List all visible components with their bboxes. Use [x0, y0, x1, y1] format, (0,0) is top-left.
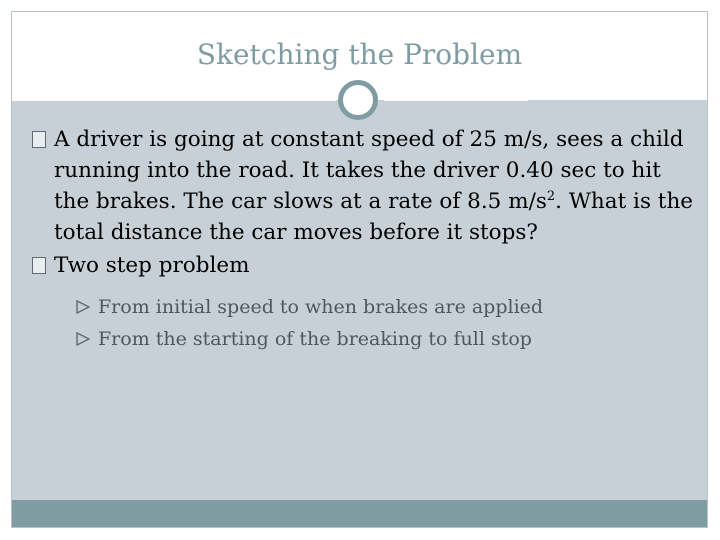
- sub-bullet-text: From initial speed to when brakes are applied: [98, 296, 544, 318]
- sub-bullet-item: [54, 323, 702, 355]
- outline-triangle-bullet-icon: [76, 332, 90, 346]
- ring-ornament-icon: [338, 80, 378, 120]
- box-bullet-icon: [32, 131, 46, 148]
- footer-bar: [12, 500, 707, 527]
- bullet-text: A driver is going at constant speed of 25 m/s, sees a child running into the road. It takes the driver 0.40 sec to hit the brakes. The car slows at a rate of 8.5 m/s: [54, 127, 684, 214]
- title-divider-left: [12, 99, 336, 101]
- outline-triangle-bullet-icon: [76, 300, 90, 314]
- slide-title: Sketching the Problem: [196, 38, 523, 71]
- slide-body: [32, 124, 702, 357]
- title-divider-right: [384, 99, 528, 101]
- superscript-exponent: 2: [546, 188, 556, 204]
- box-bullet-icon: [32, 257, 46, 274]
- sub-bullet-list: [54, 291, 702, 355]
- sub-bullet-text: From the starting of the breaking to full stop: [98, 328, 532, 350]
- bullet-text-continued: . What is the total distance the car moves before it stops?: [54, 189, 694, 245]
- bullet-item-problem: [32, 124, 702, 248]
- sub-bullet-item: [54, 291, 702, 323]
- bullet-text: Two step problem: [54, 253, 250, 278]
- bullet-item-two-step: [32, 250, 702, 355]
